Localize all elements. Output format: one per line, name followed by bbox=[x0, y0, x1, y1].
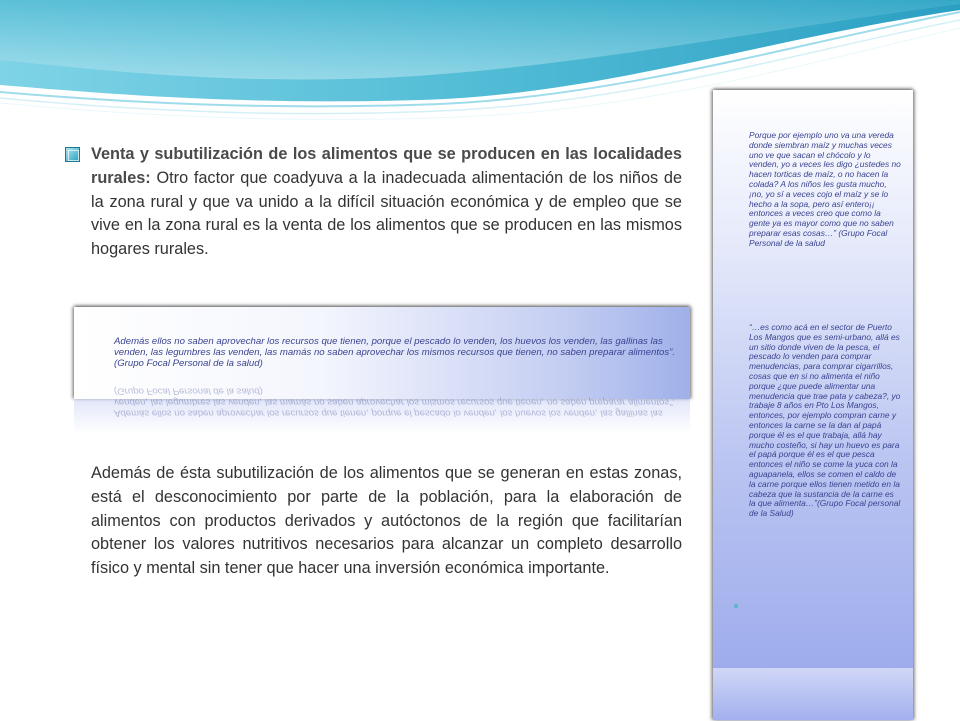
sidebar-reflection bbox=[713, 668, 913, 721]
quote-reflection-text: Además ellos no saben aprovechar los recursos que tienen, porque el pescado lo venden, los huevos los venden, las gallinas las venden, las legumbres las venden, las mamás no saben aprovechar los mismos recursos que tienen, no saben preparar alimentos”. (Grupo Focal Personal de la salud) bbox=[114, 385, 676, 419]
section-heading: Venta y subutilización de los alimentos que se producen en las localidades rurales: bbox=[91, 145, 682, 187]
paragraph-subutilizacion: Además de ésta subutilización de los alimentos que se generan en estas zonas, está el desconocimiento por parte de la población, para la elaboración de alimentos con productos derivados y autóctonos de la región que facilitarían obtener los valores nutritivos necesarios para alcanzar un completo desarrollo físico y mental sin tener que hacer una inversión económica importante. bbox=[91, 464, 682, 578]
bullet-dot-icon bbox=[734, 604, 738, 608]
quote-text: Además ellos no saben aprovechar los recursos que tienen, porque el pescado lo venden, los huevos los venden, las gallinas las venden, las legumbres las venden, las mamás no saben aprovechar los mismos recursos que tienen, no saben preparar alimentos”. (Grupo Focal Personal de la salud) bbox=[114, 336, 676, 370]
quote-reflection bbox=[74, 385, 690, 433]
paragraph-1-text: Otro factor que coadyuva a la inadecuada alimentación de los niños de la zona rural y que va unido a la difícil situación económica y de empleo que se vive en la zona rural es la venta de los alimentos que se producen en las mismos hogares rurales. bbox=[91, 168, 682, 259]
sidebar-quote-2: “…es como acá en el sector de Puerto Los Mangos que es semi-urbano, allá es un sitio donde viven de la pesca, el pescado lo venden para comprar menudencias, para comprar cigarrillos, cosas que en si no alimenta el niño porque ¿que puede alimentar una menudencia que trae pata y cabeza?, yo trabaje 8 años en Pto Los Mangos, entonces, por ejemplo compran carne y entonces la carne se la dan al papá porque él es el que trabaja, allá hay mucho costeño, si hay un huevo es para el papá porque él es el que pesca entonces el niño se come la yuca con la aguapanela, ellos se comen el caldo de la carne porque ellos tienen metido en la cabeza que la sustancia de la carne es la que alimenta…”(Grupo Focal personal de la Salud) bbox=[749, 322, 901, 519]
paragraph-venta bbox=[91, 143, 682, 262]
checkbox-bullet-icon bbox=[65, 147, 80, 162]
sidebar-quote-1: Porque por ejemplo uno va una vereda donde siembran maíz y muchas veces uno ve que sacan el chócolo y lo venden, yo a veces les digo ¿ustedes no hacen torticas de maíz, o no hacen la colada? A los niños les gusta mucho, ¡no, yo sí a veces cojo el maíz y se lo hecho a la sopa, pero así entero¡¡ entonces a veces creo que como la gente ya es mayor como que no saben preparar esas cosas…” (Grupo Focal Personal de la salud bbox=[749, 130, 901, 248]
sidebar-quote-panel bbox=[713, 90, 913, 720]
